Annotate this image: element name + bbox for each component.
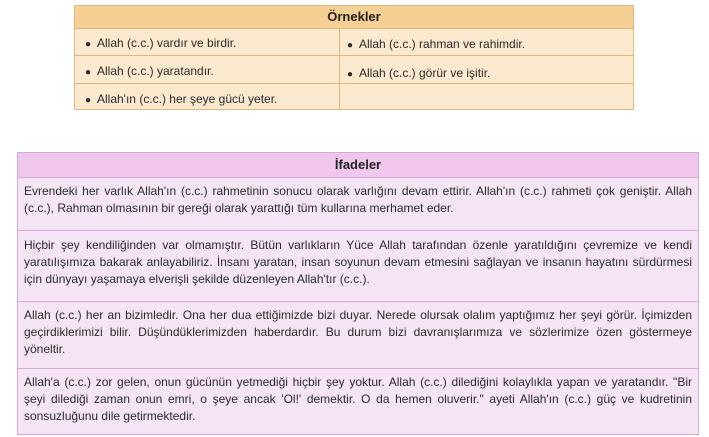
examples-table (74, 5, 634, 110)
statements-box (17, 152, 699, 435)
statements-title: İfadeler (18, 153, 698, 178)
bullet-icon: ● (85, 67, 92, 78)
list-item: ● Allah (c.c.) yaratandır. (85, 64, 214, 78)
divider (18, 230, 698, 231)
statement-paragraph: Allah'a (c.c.) zor gelen, onun gücünün yetmediği hiçbir şey yoktur. Allah (c.c.) dilediğini kolaylıkla yapan ve yaratandır. "Bir şeyi dilediği zaman onun emri, o şeye ancak 'Ol!' demektir. O da hemen oluverir." ayeti Allah'ın (c.c.) güç ve kudretinin sonsuzluğunu dile getirmektedir. (24, 375, 692, 423)
examples-title: Örnekler (75, 6, 633, 29)
examples-grid (75, 28, 633, 110)
statement-paragraph: Hiçbir şey kendiliğinden var olmamıştır. Bütün varlıkların Yüce Allah tarafından özenle yaratıldığını çevremize ve kendi yaratılışımıza bakarak anlayabiliriz. İnsanı yaratan, insan soyunun devam etmesini sağlayan ve insanın hayatını sürdürmesi için dünyayı yaşamaya elverişli şekilde düzenleyen Allah'tır (c.c.). (24, 238, 692, 286)
list-item: ● Allah'ın (c.c.) her şeye gücü yeter. (85, 92, 278, 106)
bullet-icon: ● (347, 69, 354, 80)
divider (18, 301, 698, 302)
divider (18, 368, 698, 369)
bullet-icon: ● (85, 39, 92, 50)
list-item: ● Allah (c.c.) vardır ve birdir. (85, 36, 237, 50)
statement-paragraph: Allah (c.c.) her an bizimledir. Ona her dua ettiğimizde bizi duyar. Nerede olursak olalım yaptığımız her şeyi görür. İçimizden geçirdiklerimizi bilir. Düşündüklerimizden haberdardır. Bu durum bizi davranışlarımıza ve sözlerimize özen göstermeye yöneltir. (24, 308, 692, 356)
bullet-icon: ● (85, 95, 92, 106)
list-item: ● Allah (c.c.) görür ve işitir. (347, 66, 491, 80)
list-item: ● Allah (c.c.) rahman ve rahimdir. (347, 37, 526, 51)
statement-paragraph: Evrendeki her varlık Allah'ın (c.c.) rahmetinin sonucu olarak varlığını devam ettirir. Allah'ın (c.c.) rahmeti çok geniştir. Allah (c.c.), Rahman olmasının bir gereği olarak yarattığı tüm kullarına merhamet eder. (24, 184, 692, 215)
bullet-icon: ● (347, 40, 354, 51)
column-divider (339, 28, 340, 110)
